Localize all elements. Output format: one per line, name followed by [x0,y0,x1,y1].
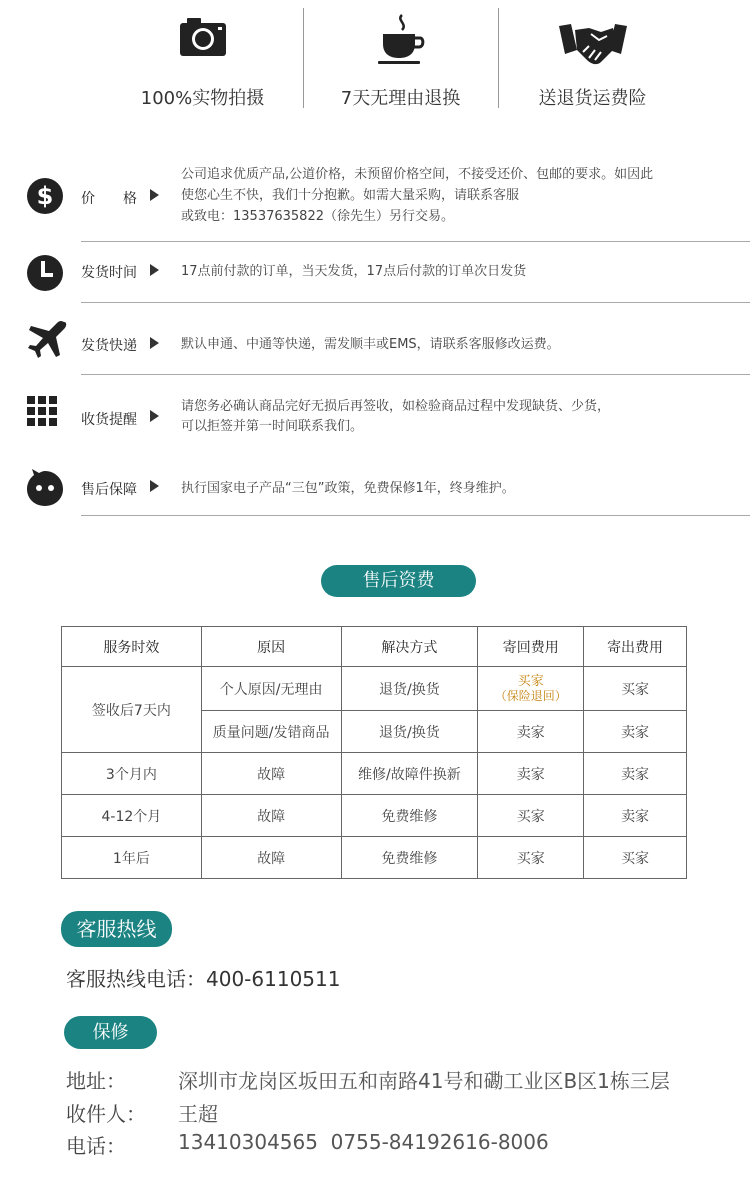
table-cell-solution: 退货/换货 [341,711,478,753]
table-cell-send-fee: 卖家 [584,795,687,837]
arrow-right-icon [150,480,159,492]
table-header-cell: 解决方式 [341,627,478,667]
guarantee-real-photo [120,0,285,115]
fee-value: 买家 [517,673,544,689]
fees-title-badge: 售后资费 [321,565,476,597]
table-cell-reason: 质量问题/发错商品 [201,711,341,753]
guarantee-label: 100%实物拍摄 [140,88,265,109]
arrow-right-icon [150,410,159,422]
table-header-cell: 服务时效 [62,627,202,667]
policy-express [0,303,750,375]
divider [498,8,499,108]
policy-text [181,261,741,282]
handshake-icon [557,22,629,70]
table-cell-return-fee: 买家 [478,795,584,837]
table-cell-send-fee: 卖家 [584,753,687,795]
hotline-badge: 客服热线 [61,911,172,947]
arrow-right-icon [150,337,159,349]
svg-text:$: $ [36,182,54,210]
table-cell-reason: 个人原因/无理由 [201,667,341,711]
grid-icon [26,395,64,433]
table-cell-send-fee: 买家 [584,837,687,879]
table-cell-period: 1年后 [62,837,202,879]
guarantee-label: 7天无理由退换 [340,88,461,109]
table-cell-reason: 故障 [201,837,341,879]
phone-value: 13410304565 0755-84192616-8006 [178,1130,549,1154]
policy-text-line: 公司追求优质产品,公道价格，未预留价格空间，不接受还价、包邮的要求。如因此 [181,167,654,182]
policy-text-line: 可以拒签并第一时间联系我们。 [181,419,364,434]
table-header-cell: 寄回费用 [478,627,584,667]
guarantee-label: 送退货运费险 [538,88,647,109]
table-cell-period: 签收后7天内 [62,667,202,753]
guarantee-freight-insurance [510,0,675,115]
table-cell-reason: 故障 [201,753,341,795]
table-row [62,795,687,837]
table-cell-solution: 免费维修 [341,795,478,837]
policy-text [181,164,741,227]
policy-title: 价 格 [81,191,137,207]
arrow-right-icon [150,264,159,276]
repair-badge: 保修 [64,1016,157,1049]
chat-bubble-icon [26,469,64,507]
table-cell-solution: 维修/故障件换新 [341,753,478,795]
table-cell-period: 4-12个月 [62,795,202,837]
dollar-icon [26,177,64,215]
fee-note: （保险退回） [494,688,567,703]
divider [303,8,304,108]
arrow-right-icon [150,189,159,201]
policy-title: 售后保障 [81,482,137,498]
policy-title: 发货快递 [81,338,137,354]
table-cell-reason: 故障 [201,795,341,837]
table-header-row [62,627,687,667]
policy-text [181,397,741,437]
clock-icon [26,254,64,292]
table-cell-return-fee: 买家 [478,837,584,879]
table-row [62,753,687,795]
recipient-label: 收件人： [66,1102,146,1126]
policy-receipt-reminder [0,375,750,447]
table-header-cell: 寄出费用 [584,627,687,667]
divider [81,515,750,516]
policy-title: 发货时间 [81,265,137,281]
policy-text-line: 或致电：13537635822（徐先生）另行交易。 [181,209,454,224]
table-cell-return-fee: 卖家 [478,753,584,795]
policy-title: 收货提醒 [81,412,137,428]
policy-after-sales [0,447,750,515]
coffee-cup-icon [374,12,428,70]
policy-text [181,478,741,499]
table-header-cell: 原因 [201,627,341,667]
airplane-icon [26,319,64,357]
table-cell-send-fee: 买家 [584,667,687,711]
address-value: 深圳市龙岗区坂田五和南路41号和磡工业区B区1栋三层 [178,1069,670,1093]
table-row [62,667,687,711]
table-cell-return-fee: 卖家 [478,711,584,753]
recipient-value: 王超 [178,1102,218,1126]
policy-ship-time [0,242,750,302]
policy-price [0,160,750,242]
table-cell-send-fee: 卖家 [584,711,687,753]
address-label: 地址： [66,1069,126,1093]
hotline-text: 客服热线电话：400-6110511 [66,967,341,991]
table-cell-return-fee [478,667,584,711]
policy-text-line: 请您务必确认商品完好无损后再签收，如检验商品过程中发现缺货、少货， [181,399,611,414]
table-cell-period: 3个月内 [62,753,202,795]
policy-text-line: 执行国家电子产品“三包”政策，免费保修1年，终身维护。 [181,481,515,496]
table-cell-solution: 退货/换货 [341,667,478,711]
policy-text [181,334,741,355]
policy-text-line: 默认申通、中通等快递，需发顺丰或EMS，请联系客服修改运费。 [181,337,560,352]
service-fee-table [61,626,687,879]
guarantee-7-day-return [318,0,483,115]
table-row [62,837,687,879]
policy-text-line: 使您心生不快，我们十分抱歉。如需大量采购，请联系客服 [181,188,520,203]
policy-text-line: 17点前付款的订单，当天发货，17点后付款的订单次日发货 [181,264,527,279]
table-cell-solution: 免费维修 [341,837,478,879]
camera-icon [178,16,228,62]
phone-label: 电话： [66,1134,126,1158]
